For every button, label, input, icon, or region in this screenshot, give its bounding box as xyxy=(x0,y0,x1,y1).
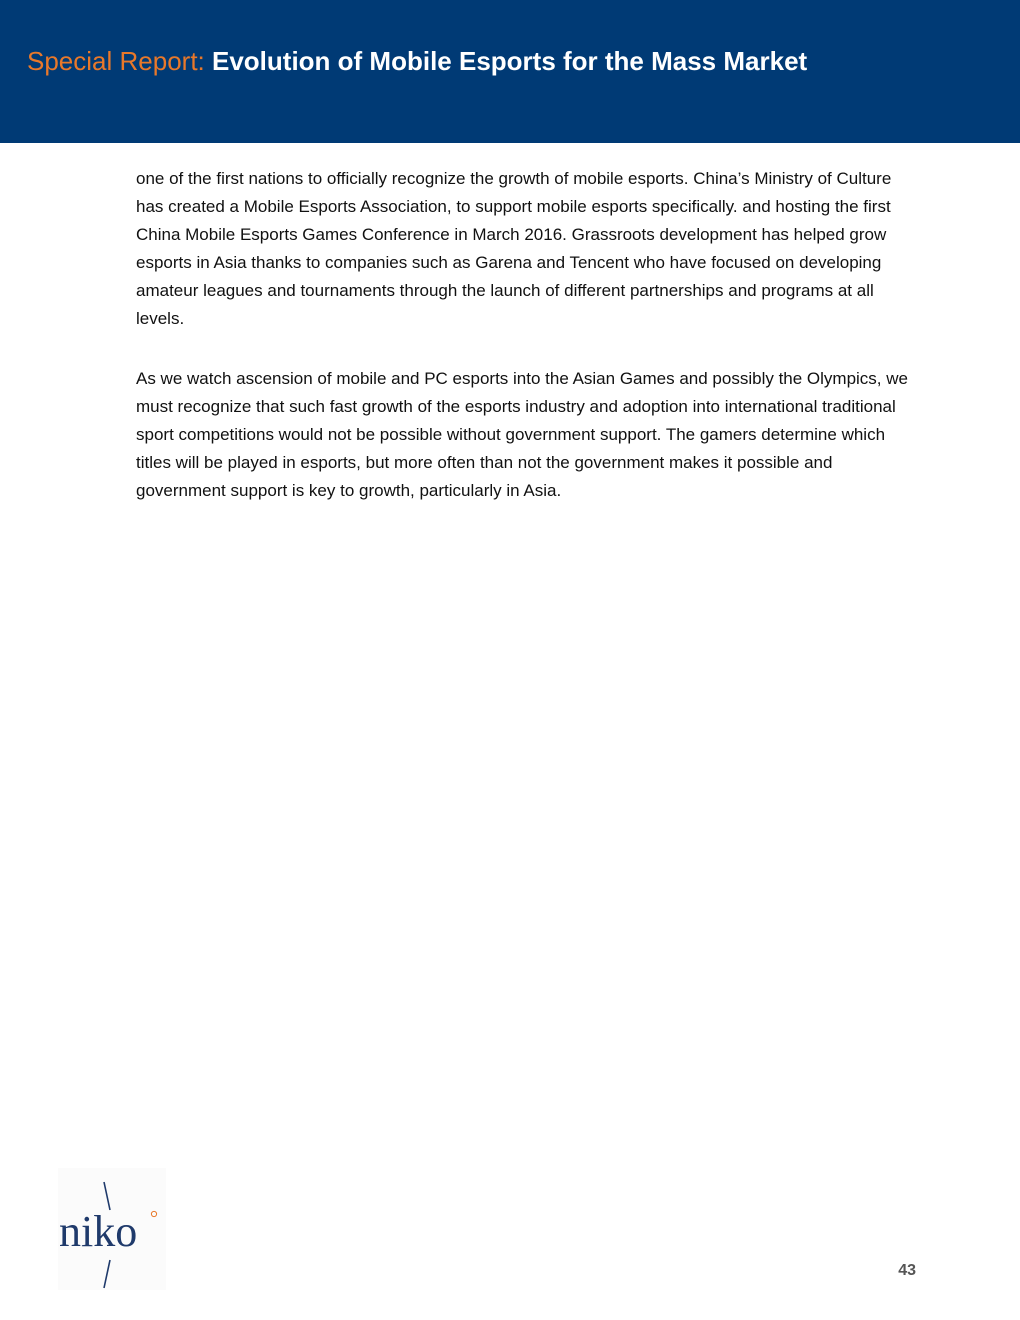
report-title-prefix: Special Report: xyxy=(27,46,205,76)
logo-wordmark: niko xyxy=(59,1207,138,1256)
body-paragraph: As we watch ascension of mobile and PC esports into the Asian Games and possibly the Olympics, we must recognize that such fast growth of the esports industry and adoption into international traditional sport competitions would not be possible without government support. The gamers determine which titles will be played in esports, but more often than not the government makes it possible and government support is key to growth, particularly in Asia. xyxy=(136,369,908,500)
page-number: 43 xyxy=(898,1262,916,1279)
niko-logo-graphic xyxy=(58,1168,166,1290)
logo-accent-circle xyxy=(151,1211,156,1216)
report-title-main: Evolution of Mobile Esports for the Mass Market xyxy=(212,46,808,76)
logo-upper-stroke xyxy=(104,1182,110,1210)
body-paragraph: one of the first nations to officially recognize the growth of mobile esports. China’s Ministry of Culture has created a Mobile Esports Association, to support mobile esports specifically. and hosting the first China Mobile Esports Games Conference in March 2016. Grassroots development has helped grow esports in Asia thanks to companies such as Garena and Tencent who have focused on developing amateur leagues and tournaments through the launch of different partnerships and programs at all levels. xyxy=(136,169,892,328)
header-band xyxy=(0,0,1020,143)
body-content xyxy=(136,165,916,537)
logo-lower-stroke xyxy=(104,1260,110,1288)
niko-logo xyxy=(58,1168,166,1290)
report-title xyxy=(27,44,807,78)
